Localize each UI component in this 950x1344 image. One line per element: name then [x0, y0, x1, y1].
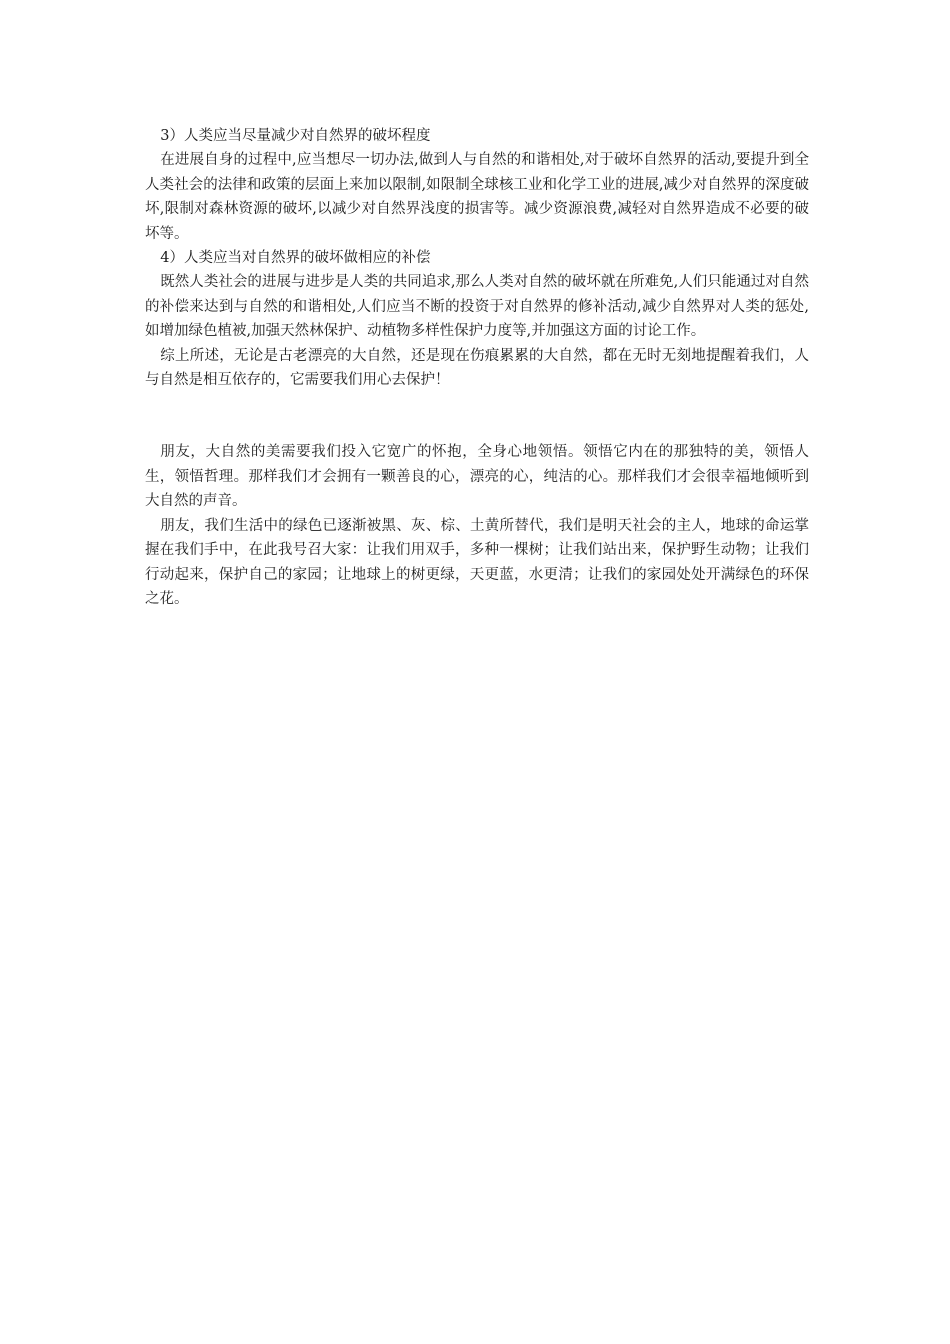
section-heading-3: 3）人类应当尽量减少对自然界的破坏程度 — [160, 128, 431, 144]
paragraph-gap — [145, 392, 809, 440]
closing-paragraph-1: 朋友，大自然的美需要我们投入它宽广的怀抱，全身心地领悟。领悟它内在的那独特的美，领悟人生，领悟哲理。那样我们才会拥有一颗善良的心，漂亮的心，纯洁的心。那样我们才会很幸福地倾听到大自然的声音。 — [145, 444, 809, 510]
section-paragraph-4: 既然人类社会的进展与进步是人类的共同追求,那么人类对自然的破坏就在所难免,人们只能通过对自然的补偿来达到与自然的和谐相处,人们应当不断的投资于对自然界的修补活动,减少自然界对人类的惩处,如增加绿色植被,加强天然林保护、动植物多样性保护力度等,并加强这方面的讨论工作。 — [145, 274, 809, 340]
document-page — [145, 124, 809, 611]
section-heading-4: 4）人类应当对自然界的破坏做相应的补偿 — [160, 250, 431, 267]
section-paragraph-3: 在进展自身的过程中,应当想尽一切办法,做到人与自然的和谐相处,对于破坏自然界的活动,要提升到全人类社会的法律和政策的层面上来加以限制,如限制全球核工业和化学工业的进展,减少对自然界的深度破坏,限制对森林资源的破坏,以减少对自然界浅度的损害等。减少资源浪费,减轻对自然界造成不必要的破坏等。 — [145, 152, 809, 242]
closing-paragraph-2: 朋友，我们生活中的绿色已逐渐被黑、灰、棕、土黄所替代，我们是明天社会的主人，地球的命运掌握在我们手中，在此我号召大家：让我们用双手，多种一棵树；让我们站出来，保护野生动物；让我们行动起来，保护自己的家园；让地球上的树更绿，天更蓝，水更清；让我们的家园处处开满绿色的环保之花。 — [145, 517, 809, 607]
conclusion-paragraph: 综上所述，无论是古老漂亮的大自然，还是现在伤痕累累的大自然，都在无时无刻地提醒着我们，人与自然是相互依存的，它需要我们用心去保护！ — [145, 347, 809, 389]
